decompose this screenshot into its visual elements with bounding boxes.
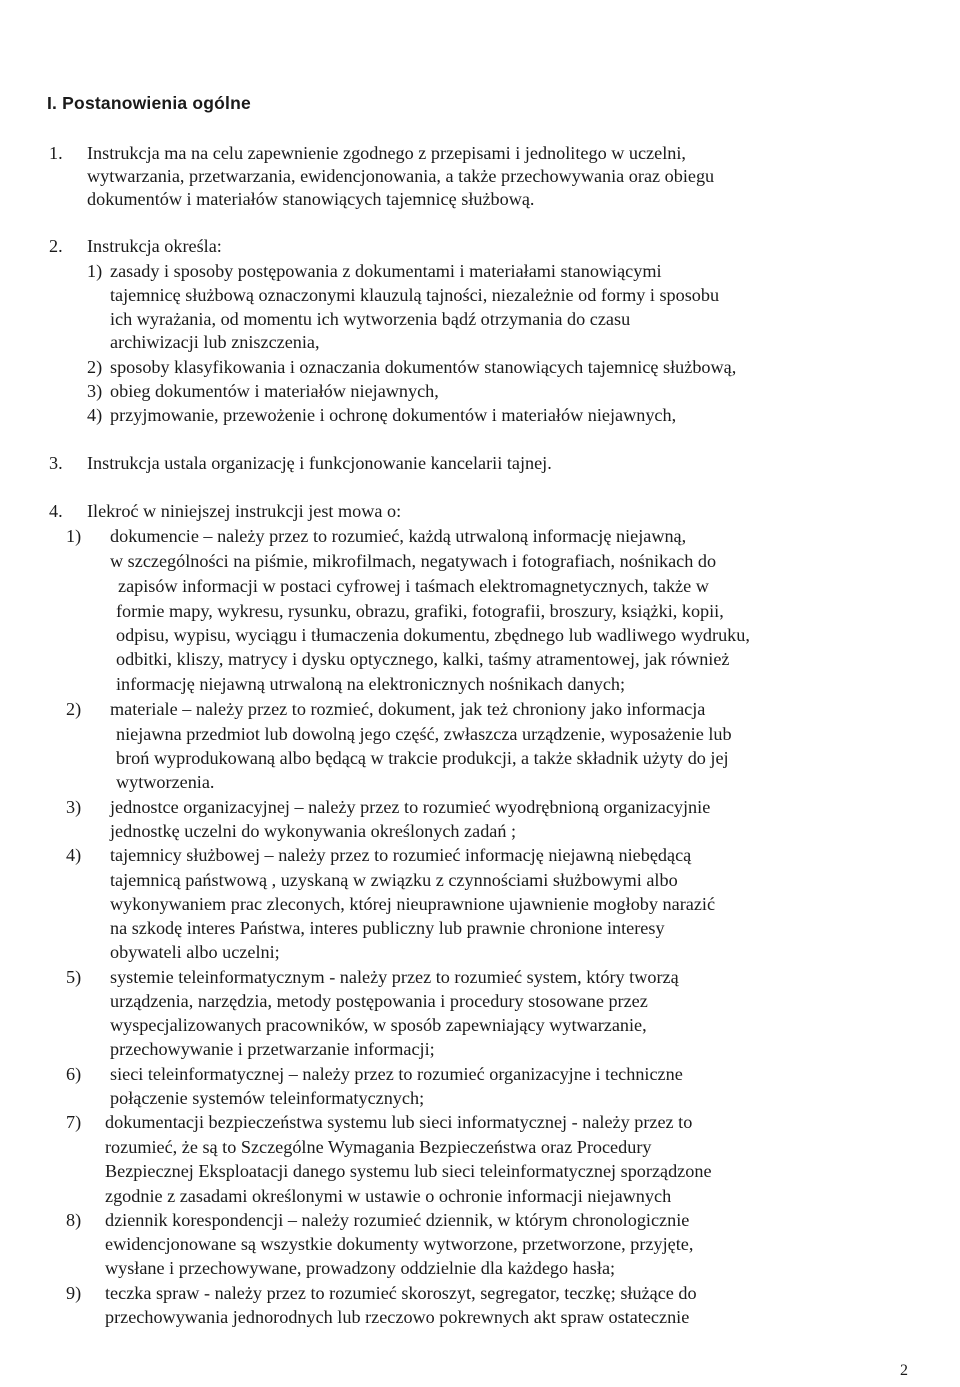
- text-line: połączenie systemów teleinformatycznych;: [110, 1088, 425, 1108]
- text-line: w szczególności na piśmie, mikrofilmach, negatywach i fotografiach, nośnikach do: [110, 551, 717, 571]
- text-line: na szkodę interes Państwa, interes publiczny lub prawnie chronione interesy: [110, 918, 665, 938]
- text-line: odpisu, wypisu, wyciągu i tłumaczenia dokumentu, zbędnego lub wadliwego wydruku,: [116, 625, 750, 645]
- text-line: jednostce organizacyjnej – należy przez to rozumieć wyodrębnioną organizacyjnie: [110, 797, 711, 817]
- item-number: 2): [66, 699, 82, 719]
- text-line: zasady i sposoby postępowania z dokumentami i materiałami stanowiącymi: [110, 261, 662, 281]
- text-line: tajemnicą państwową , uzyskaną w związku z czynnościami służbowymi albo: [110, 870, 678, 890]
- paragraph-number: 3.: [49, 453, 63, 473]
- item-number: 3): [87, 381, 103, 401]
- text-line: informację niejawną utrwaloną na elektronicznych nośnikach danych;: [116, 674, 626, 694]
- paragraph-number: 4.: [49, 501, 63, 521]
- item-number: 4): [87, 405, 103, 425]
- text-line: obieg dokumentów i materiałów niejawnych,: [110, 381, 439, 401]
- text-line: materiale – należy przez to rozmieć, dokument, jak też chroniony jako informacja: [110, 699, 706, 719]
- text-line: tajemnicy służbowej – należy przez to rozumieć informację niejawną niebędącą: [110, 845, 692, 865]
- text-line: zgodnie z zasadami określonymi w ustawie o ochronie informacji niejawnych: [105, 1186, 672, 1206]
- paragraph-intro: Ilekroć w niniejszej instrukcji jest mowa o:: [87, 501, 402, 521]
- item-number: 1): [66, 526, 82, 546]
- text-line: ewidencjonowane są wszystkie dokumenty wytworzone, przetworzone, przyjęte,: [105, 1234, 694, 1254]
- item-number: 7): [66, 1112, 82, 1132]
- text-line: dokumentów i materiałów stanowiących tajemnicę służbową.: [87, 189, 535, 209]
- text-line: obywateli albo uczelni;: [110, 942, 280, 962]
- text-line: zapisów informacji w postaci cyfrowej i taśmach elektromagnetycznych, także w: [118, 576, 709, 596]
- item-number: 4): [66, 845, 82, 865]
- item-number: 2): [87, 357, 103, 377]
- text-line: tajemnicę służbową oznaczonymi klauzulą tajności, niezależnie od formy i sposobu: [110, 285, 720, 305]
- text-line: wysłane i przechowywane, prowadzony oddzielnie dla każdego hasła;: [105, 1258, 616, 1278]
- page-number: 2: [900, 1362, 908, 1379]
- text-line: wyspecjalizowanych pracowników, w sposób zapewniający wytwarzanie,: [110, 1015, 647, 1035]
- text-line: formie mapy, wykresu, rysunku, obrazu, grafiki, fotografii, broszury, książki, kopii,: [116, 601, 724, 621]
- text-line: urządzenia, narzędzia, metody postępowania i procedury stosowane przez: [110, 991, 648, 1011]
- text-line: wytworzenia.: [116, 772, 215, 792]
- text-line: odbitki, kliszy, matrycy i dysku optycznego, kalki, taśmy atramentowej, jak również: [116, 649, 730, 669]
- item-number: 6): [66, 1064, 82, 1084]
- text-line: jednostkę uczelni do wykonywania określonych zadań ;: [110, 821, 517, 841]
- text-line: broń wyprodukowaną albo będącą w trakcie produkcji, a także składnik użyty do jej: [116, 748, 729, 768]
- text-line: sposoby klasyfikowania i oznaczania dokumentów stanowiących tajemnicę służbową,: [110, 357, 737, 377]
- text-line: wykonywaniem prac zleconych, której nieuprawnione ujawnienie mogłoby narazić: [110, 894, 716, 914]
- text-line: systemie teleinformatycznym - należy przez to rozumieć system, który tworzą: [110, 967, 679, 987]
- text-line: archiwizacji lub zniszczenia,: [110, 332, 320, 352]
- section-heading: I. Postanowienia ogólne: [47, 93, 251, 113]
- text-line: przyjmowanie, przewożenie i ochronę dokumentów i materiałów niejawnych,: [110, 405, 677, 425]
- text-line: dziennik korespondencji – należy rozumieć dziennik, w którym chronologicznie: [105, 1210, 690, 1230]
- paragraph-number: 2.: [49, 236, 63, 256]
- paragraph-number: 1.: [49, 143, 63, 163]
- text-line: dokumencie – należy przez to rozumieć, każdą utrwaloną informację niejawną,: [110, 526, 687, 546]
- item-number: 8): [66, 1210, 82, 1230]
- text-line: niejawna przedmiot lub dowolną jego część, zwłaszcza urządzenie, wyposażenie lub: [116, 724, 732, 744]
- item-number: 9): [66, 1283, 82, 1303]
- item-number: 1): [87, 261, 103, 281]
- paragraph-intro: Instrukcja określa:: [87, 236, 222, 256]
- text-line: rozumieć, że są to Szczególne Wymagania Bezpieczeństwa oraz Procedury: [105, 1137, 652, 1157]
- text-line: teczka spraw - należy przez to rozumieć skoroszyt, segregator, teczkę; służące do: [105, 1283, 697, 1303]
- text-line: Instrukcja ma na celu zapewnienie zgodnego z przepisami i jednolitego w uczelni,: [87, 143, 686, 163]
- text-line: przechowywanie i przetwarzanie informacji;: [110, 1039, 435, 1059]
- text-line: dokumentacji bezpieczeństwa systemu lub sieci informatycznej - należy przez to: [105, 1112, 693, 1132]
- text-line: ich wyrażania, od momentu ich wytworzenia bądź otrzymania do czasu: [110, 309, 631, 329]
- text-line: Instrukcja ustala organizację i funkcjonowanie kancelarii tajnej.: [87, 453, 552, 473]
- text-line: przechowywania jednorodnych lub rzeczowo pokrewnych akt spraw ostatecznie: [105, 1307, 690, 1327]
- text-line: wytwarzania, przetwarzania, ewidencjonowania, a także przechowywania oraz obiegu: [87, 166, 715, 186]
- item-number: 3): [66, 797, 82, 817]
- text-line: sieci teleinformatycznej – należy przez to rozumieć organizacyjne i techniczne: [110, 1064, 683, 1084]
- item-number: 5): [66, 967, 82, 987]
- text-line: Bezpiecznej Eksploatacji danego systemu lub sieci teleinformatycznej sporządzone: [105, 1161, 712, 1181]
